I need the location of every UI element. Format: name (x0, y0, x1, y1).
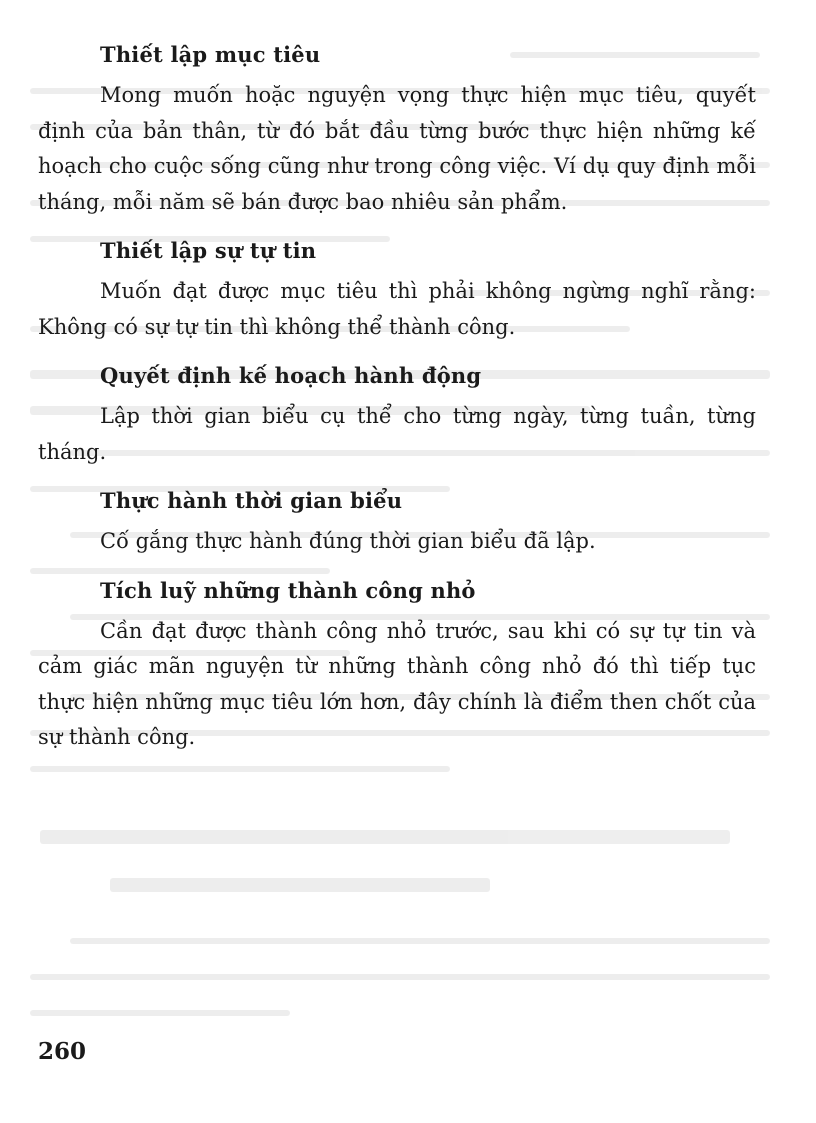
section-heading: Quyết định kế hoạch hành động (100, 363, 482, 388)
section-paragraph: Lập thời gian biểu cụ thể cho từng ngày, từng tuần, từng tháng. (38, 404, 756, 464)
section-paragraph: Muốn đạt được mục tiêu thì phải không ngừng nghĩ rằng: Không có sự tự tin thì không thể thành công. (38, 279, 756, 339)
section-paragraph: Mong muốn hoặc nguyện vọng thực hiện mục tiêu, quyết định của bản thân, từ đó bắt đầu từng bước thực hiện những kế hoạch cho cuộc sống cũng như trong công việc. Ví dụ quy định mỗi tháng, mỗi năm sẽ bán được bao nhiêu sản phẩm. (38, 83, 756, 214)
section-paragraph: Cần đạt được thành công nhỏ trước, sau khi có sự tự tin và cảm giác mãn nguyện từ những thành công nhỏ đó thì tiếp tục thực hiện những mục tiêu lớn hơn, đây chính là điểm then chốt của sự thành công. (38, 618, 756, 749)
section-heading: Thiết lập mục tiêu (100, 42, 321, 67)
page-number: 260 (38, 1038, 87, 1065)
section-heading: Tích luỹ những thành công nhỏ (100, 577, 476, 603)
section-heading: Thực hành thời gian biểu (100, 488, 403, 513)
section-heading: Thiết lập sự tự tin (100, 238, 317, 263)
section-paragraph: Cố gắng thực hành đúng thời gian biểu đã lập. (100, 529, 596, 553)
page-content (38, 38, 756, 770)
